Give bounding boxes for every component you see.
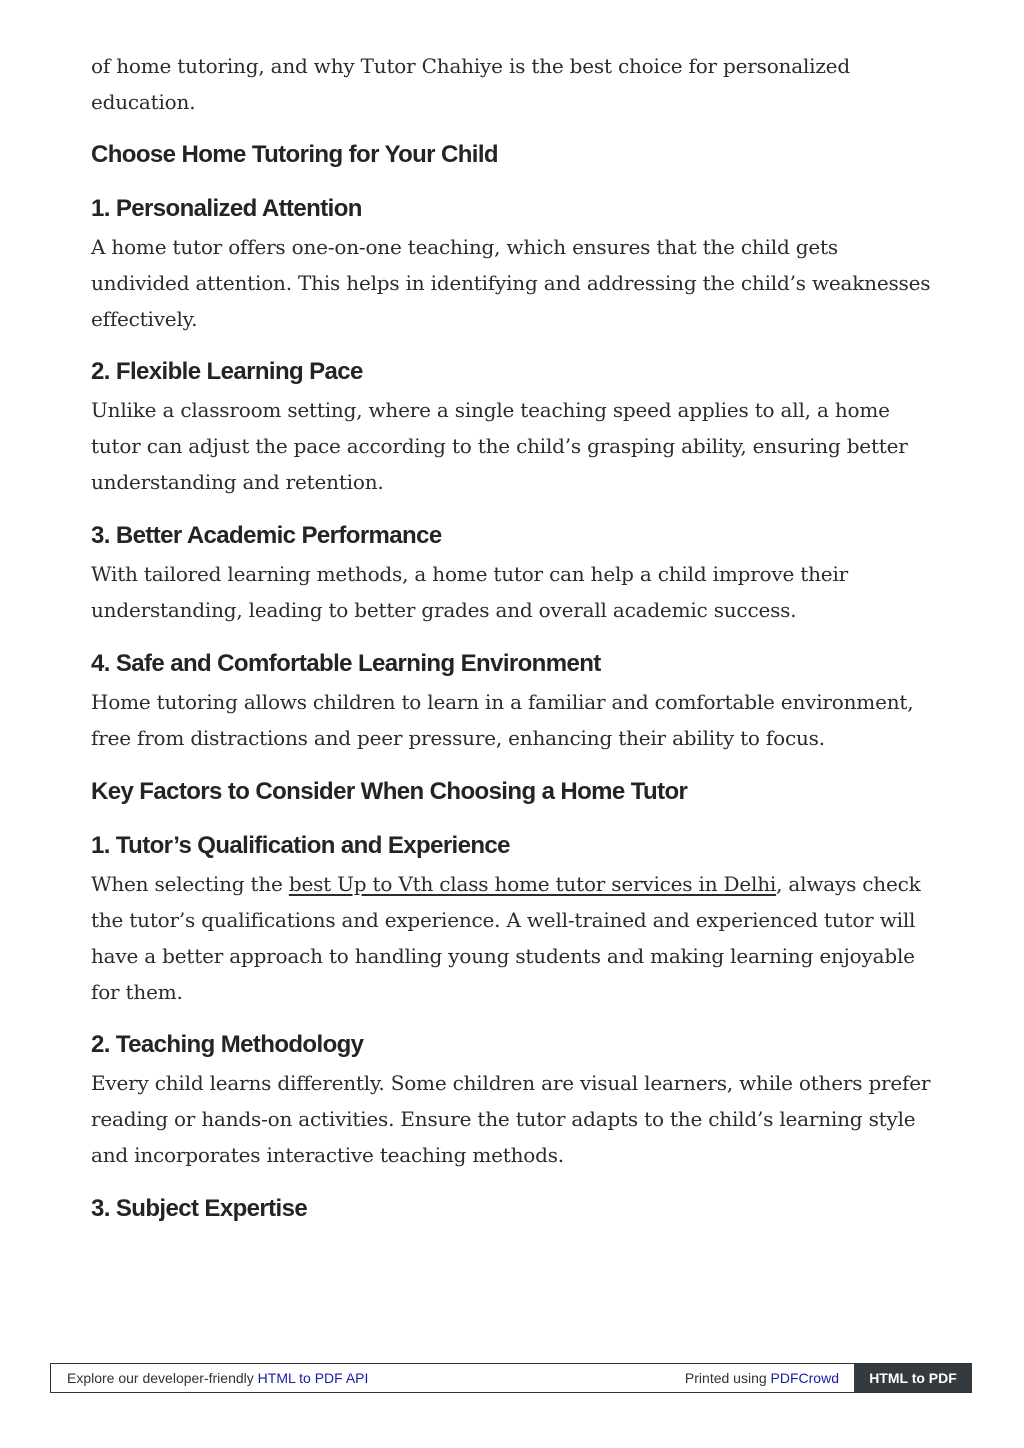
item-body-better-academic-performance: With tailored learning methods, a home tutor can help a child improve their understanding, leading to better grades and overall academic success.: [91, 562, 849, 622]
intro-paragraph: of home tutoring, and why Tutor Chahiye is the best choice for personalized education.: [91, 54, 850, 114]
body-text-start: When selecting the: [91, 872, 289, 896]
pdfcrowd-footer-bar: [50, 1363, 972, 1393]
item-body-safe-environment: Home tutoring allows children to learn in a familiar and comfortable environment, free from distractions and peer pressure, enhancing their ability to focus.: [91, 690, 914, 750]
article-content: [91, 48, 936, 1224]
home-tutor-services-link[interactable]: best Up to Vth class home tutor services in Delhi: [288, 872, 777, 896]
item-body-tutor-qualification: [91, 866, 936, 1010]
section-heading-key-factors: Key Factors to Consider When Choosing a Home Tutor: [91, 778, 688, 805]
footer-printed-label: Printed using: [684, 1370, 771, 1386]
item-heading-subject-expertise: 3. Subject Expertise: [91, 1195, 308, 1222]
pdfcrowd-link[interactable]: PDFCrowd: [770, 1370, 839, 1386]
footer-explore-text: [51, 1370, 685, 1386]
footer-explore-label: Explore our developer-friendly: [67, 1370, 258, 1386]
html-to-pdf-api-link[interactable]: HTML to PDF API: [257, 1370, 369, 1386]
item-heading-personalized-attention: 1. Personalized Attention: [91, 195, 362, 222]
item-body-teaching-methodology: Every child learns differently. Some children are visual learners, while others prefer reading or hands-on activities. Ensure the tutor adapts to the child’s learning style and incorporates interactive teaching methods.: [91, 1071, 931, 1167]
item-heading-tutor-qualification: 1. Tutor’s Qualification and Experience: [91, 832, 510, 859]
item-heading-better-academic-performance: 3. Better Academic Performance: [91, 522, 442, 549]
item-heading-flexible-learning-pace: 2. Flexible Learning Pace: [91, 358, 363, 385]
section-heading-choose-home-tutoring: Choose Home Tutoring for Your Child: [91, 141, 498, 168]
body-text-end: , always check the tutor’s qualifications and experience. A well-trained and experienced tutor will have a better approach to handling young students and making learning enjoyable for them.: [91, 872, 921, 1004]
item-heading-safe-environment: 4. Safe and Comfortable Learning Environment: [91, 650, 601, 677]
item-heading-teaching-methodology: 2. Teaching Methodology: [91, 1031, 364, 1058]
html-to-pdf-badge[interactable]: HTML to PDF: [854, 1364, 972, 1392]
footer-printed-using: [685, 1370, 854, 1386]
item-body-flexible-learning-pace: Unlike a classroom setting, where a single teaching speed applies to all, a home tutor can adjust the pace according to the child’s grasping ability, ensuring better understanding and retention.: [91, 398, 908, 494]
item-body-personalized-attention: A home tutor offers one-on-one teaching, which ensures that the child gets undivided attention. This helps in identifying and addressing the child’s weaknesses effectively.: [91, 235, 931, 331]
